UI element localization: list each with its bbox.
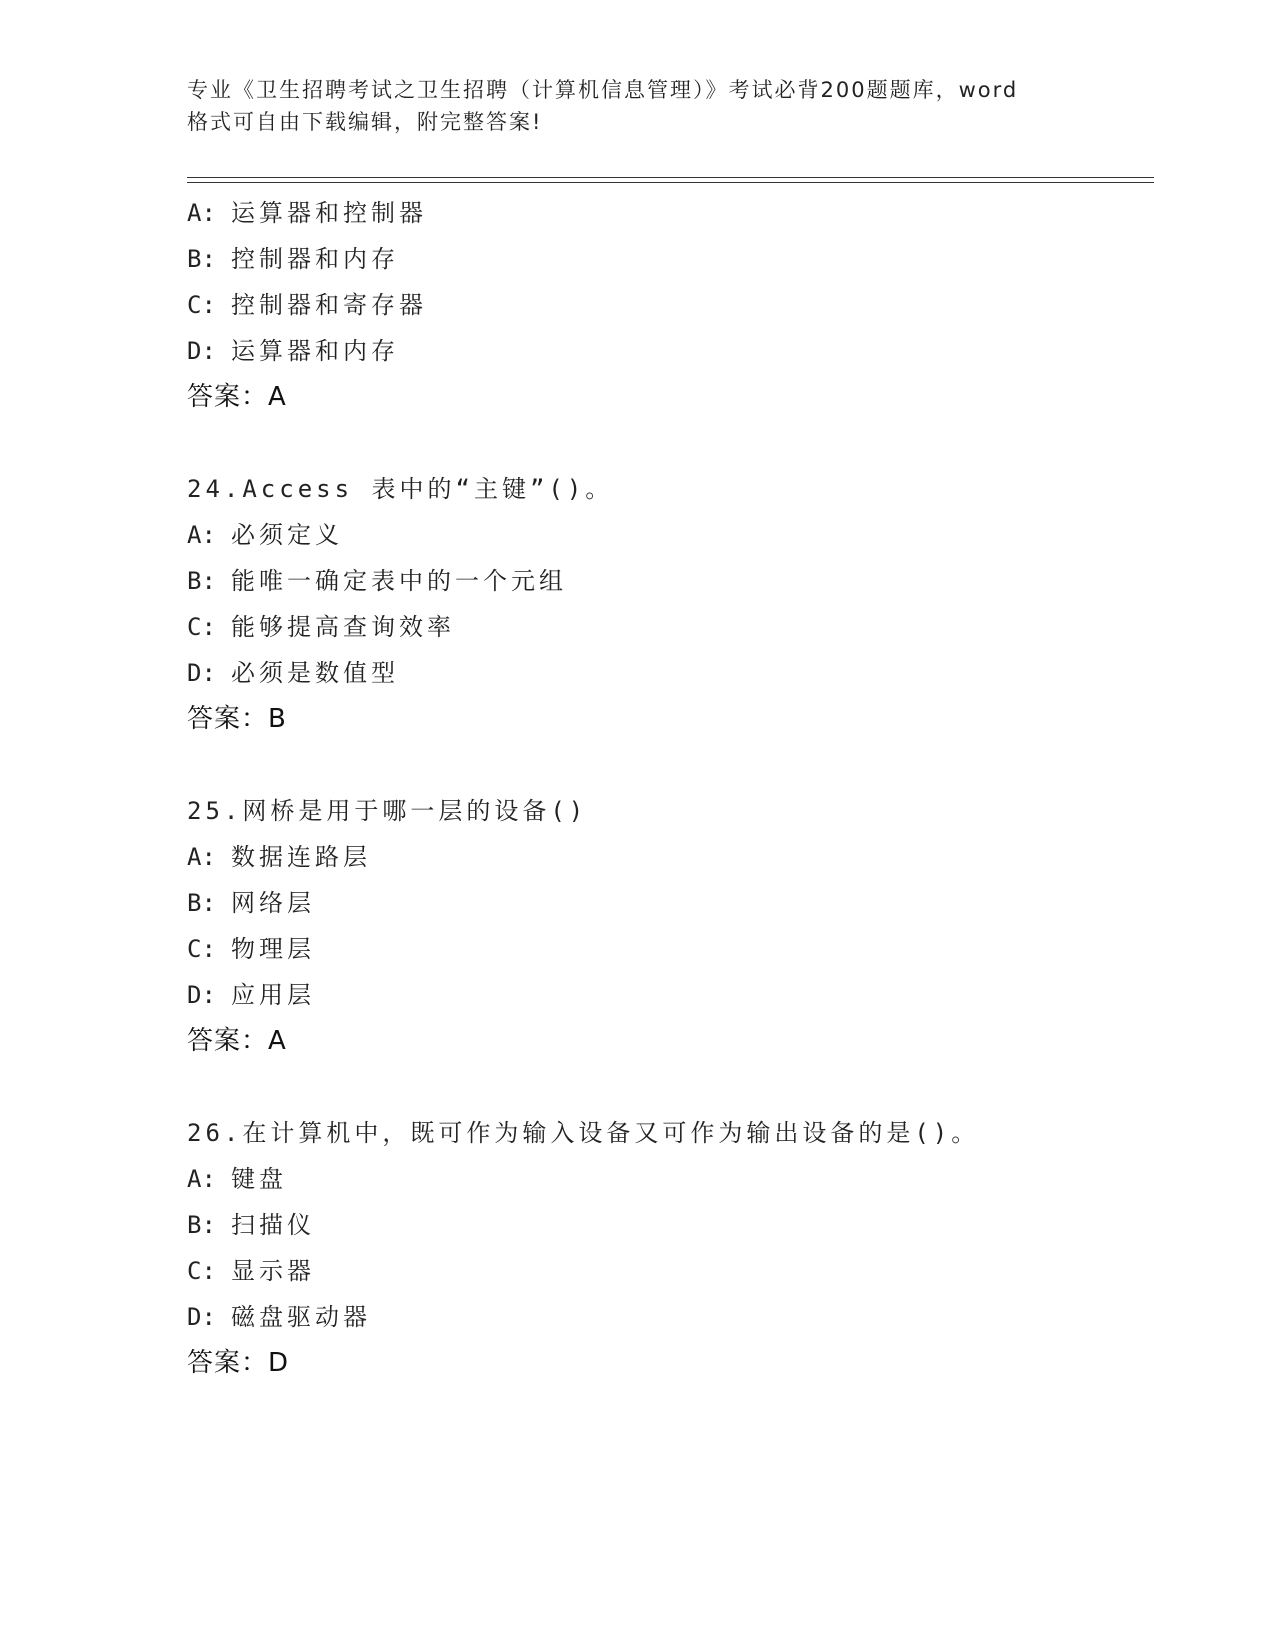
option-c	[187, 1248, 1147, 1294]
option-a	[187, 834, 1147, 880]
option-d	[187, 972, 1147, 1018]
option-text: 运算器和内存	[231, 337, 399, 365]
option-text: 磁盘驱动器	[231, 1303, 371, 1331]
option-text: 数据连路层	[231, 843, 371, 871]
option-letter: A:	[187, 521, 216, 549]
option-text: 控制器和内存	[231, 245, 399, 273]
header-rule-bottom	[187, 182, 1154, 183]
option-text: 控制器和寄存器	[231, 291, 427, 319]
option-text: 运算器和控制器	[231, 199, 427, 227]
option-d	[187, 650, 1147, 696]
option-text: 显示器	[231, 1257, 315, 1285]
option-c	[187, 926, 1147, 972]
option-letter: D:	[187, 981, 216, 1009]
option-letter: D:	[187, 337, 216, 365]
answer-line: 答案：A	[187, 382, 287, 412]
option-c	[187, 604, 1147, 650]
option-d	[187, 1294, 1147, 1340]
question-block-26	[187, 1110, 1147, 1386]
spacer	[187, 420, 1147, 466]
question-stem: 24.Access 表中的“主键”()。	[187, 475, 614, 503]
answer-line: 答案：A	[187, 1026, 287, 1056]
answer-line: 答案：B	[187, 704, 287, 734]
answer-line: 答案：D	[187, 1348, 290, 1378]
option-text: 必须定义	[231, 521, 343, 549]
option-letter: B:	[187, 1211, 216, 1239]
option-letter: C:	[187, 613, 216, 641]
option-b	[187, 236, 1147, 282]
option-letter: D:	[187, 1303, 216, 1331]
option-a	[187, 1156, 1147, 1202]
question-stem: 26.在计算机中，既可作为输入设备又可作为输出设备的是()。	[187, 1119, 980, 1147]
header-rule-top	[187, 177, 1154, 178]
question-block-prev	[187, 190, 1147, 420]
option-a	[187, 512, 1147, 558]
option-text: 能唯一确定表中的一个元组	[231, 567, 567, 595]
option-text: 能够提高查询效率	[231, 613, 455, 641]
question-block-24	[187, 466, 1147, 742]
option-b	[187, 880, 1147, 926]
header-line-1: 专业《卫生招聘考试之卫生招聘（计算机信息管理）》考试必背200题题库，word	[187, 78, 1019, 102]
option-letter: D:	[187, 659, 216, 687]
spacer	[187, 742, 1147, 788]
option-b	[187, 558, 1147, 604]
option-letter: B:	[187, 245, 216, 273]
header-line-2: 格式可自由下载编辑，附完整答案!	[187, 110, 543, 134]
option-letter: B:	[187, 889, 216, 917]
option-a	[187, 190, 1147, 236]
spacer	[187, 1064, 1147, 1110]
option-text: 键盘	[231, 1165, 287, 1193]
question-stem: 25.网桥是用于哪一层的设备()	[187, 797, 588, 825]
option-letter: A:	[187, 843, 216, 871]
option-letter: C:	[187, 1257, 216, 1285]
option-text: 物理层	[231, 935, 315, 963]
option-c	[187, 282, 1147, 328]
option-d	[187, 328, 1147, 374]
option-letter: C:	[187, 291, 216, 319]
option-text: 必须是数值型	[231, 659, 399, 687]
option-letter: B:	[187, 567, 216, 595]
question-list	[187, 190, 1147, 1386]
option-b	[187, 1202, 1147, 1248]
option-text: 网络层	[231, 889, 315, 917]
option-letter: A:	[187, 1165, 216, 1193]
option-letter: A:	[187, 199, 216, 227]
question-block-25	[187, 788, 1147, 1064]
option-text: 扫描仪	[231, 1211, 315, 1239]
document-header	[187, 74, 1107, 138]
option-letter: C:	[187, 935, 216, 963]
option-text: 应用层	[231, 981, 315, 1009]
